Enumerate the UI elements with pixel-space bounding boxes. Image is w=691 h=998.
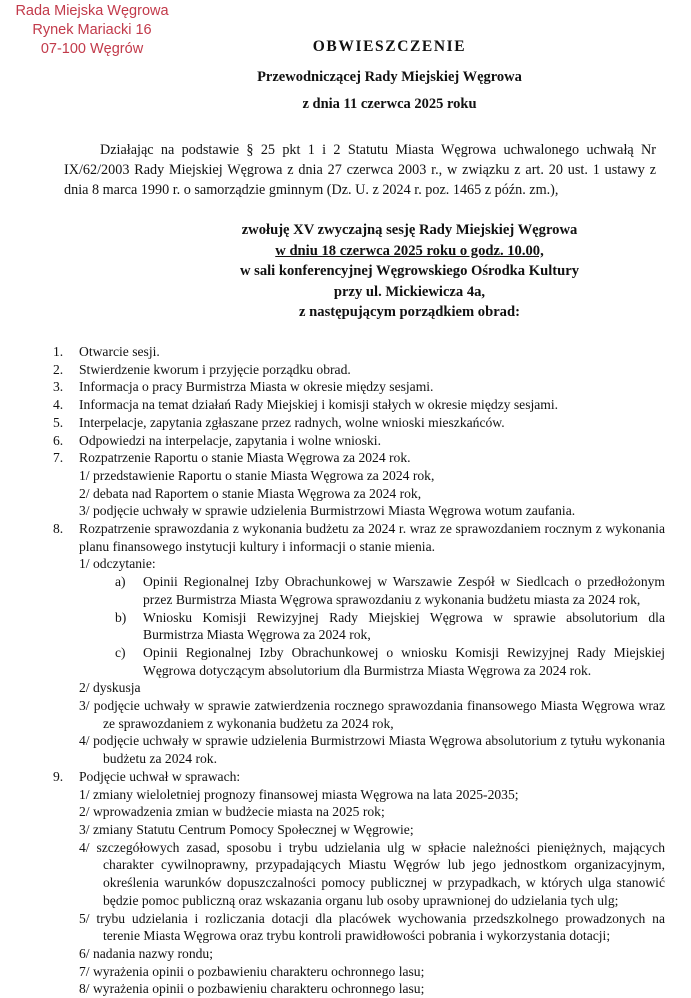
agenda-item-number: 6. [53, 432, 64, 448]
session-summons [0, 220, 691, 323]
agenda-list [25, 343, 665, 998]
letter-item-text: Wniosku Komisji Rewizyjnej Rady Miejskiej Węgrowa w sprawie absolutorium dla Burmistrza Miasta Węgrowa za 2024 rok, [143, 609, 665, 643]
agenda-item [25, 449, 665, 520]
document-title: OBWIESZCZENIE [312, 38, 467, 55]
agenda-item [25, 520, 665, 768]
agenda-subitem: 6/ nadania nazwy rondu; [79, 945, 214, 961]
letter-item-text: Opinii Regionalnej Izby Obrachunkowej o wniosku Komisji Rewizyjnej Rady Miejskiej Węgrowa dotyczącym absolutorium dla Burmistrza Miasta Węgrowa za 2024 rok. [143, 644, 665, 678]
letter-item-text: Opinii Regionalnej Izby Obrachunkowej w Warszawie Zespół w Siedlcach o przedłożonym przez Burmistrza Miasta Węgrowa sprawozdaniu z wykonania budżetu miasta za 2024 rok, [143, 574, 665, 607]
legal-basis-text: Działając na podstawie § 25 pkt 1 i 2 Statutu Miasta Węgrowa uchwalonego uchwałą Nr IX/62/2003 Rady Miejskiej Węgrowa z dnia 27 czerwca 2003 r., w związku z art. 20 ust. 1 ustawy z dnia 8 marca 1990 r. o samorządzie gminnym (Dz. U. z 2024 r. poz. 1465 z późn. zm.), [64, 142, 656, 198]
legal-basis-paragraph [64, 140, 656, 200]
stamp-line-postal: 07-100 Węgrów [40, 41, 144, 57]
agenda-item-number: 4. [53, 397, 64, 413]
letter-label: b) [115, 609, 127, 625]
agenda-subitem: 2/ debata nad Raportem o stanie Miasta Węgrowa za 2024 rok, [79, 485, 422, 501]
agenda-item [25, 414, 665, 432]
summons-line-date: w dniu 18 czerwca 2025 roku o godz. 10.00, [275, 242, 544, 259]
agenda-item-text: Rozpatrzenie sprawozdania z wykonania budżetu za 2024 r. wraz ze sprawozdaniem rocznym z wykonania planu finansowego instytucji kultury i informacji o stanie mienia. [79, 521, 665, 554]
agenda-item [25, 396, 665, 414]
agenda-item [25, 432, 665, 450]
agenda-letter-item [79, 609, 665, 644]
agenda-item-number: 9. [53, 768, 64, 784]
agenda-subitem: 2/ dyskusja [79, 680, 141, 696]
agenda-item-number: 7. [53, 450, 64, 466]
agenda-item [25, 378, 665, 396]
agenda-item-number: 5. [53, 414, 64, 430]
agenda-item-text: Rozpatrzenie Raportu o stanie Miasta Węgrowa za 2024 rok. [79, 450, 411, 466]
agenda-item-number: 2. [53, 361, 64, 377]
agenda-letter-item [79, 644, 665, 679]
stamp-line-council: Rada Miejska Węgrowa [15, 3, 169, 19]
agenda-subitem: 8/ wyrażenia opinii o pozbawieniu charakteru ochronnego lasu; [79, 981, 425, 997]
agenda-subitem: 7/ wyrażenia opinii o pozbawieniu charakteru ochronnego lasu; [79, 963, 425, 979]
agenda-item-text: Odpowiedzi na interpelacje, zapytania i wolne wnioski. [79, 432, 381, 448]
document-date: z dnia 11 czerwca 2025 roku [302, 96, 477, 112]
agenda-item-text: Otwarcie sesji. [79, 344, 160, 359]
agenda-item-text: Informacja na temat działań Rady Miejskiej i komisji stałych w okresie między sesjami. [79, 397, 559, 413]
stamp-line-address: Rynek Mariacki 16 [32, 22, 152, 38]
agenda-subitem: 1/ zmiany wieloletniej prognozy finansowej miasta Węgrowa na lata 2025-2035; [79, 786, 519, 802]
agenda-item-text: Interpelacje, zapytania zgłaszane przez radnych, wolne wnioski mieszkańców. [79, 414, 505, 430]
summons-line-session: zwołuję XV zwyczajną sesję Rady Miejskiej Węgrowa [241, 222, 578, 238]
agenda-subitem: 3/ podjęcie uchwały w sprawie zatwierdzenia rocznego sprawozdania finansowego Miasta Węgrowa wraz ze sprawozdaniem z wykonania budżetu za 2024 rok, [79, 698, 665, 731]
agenda-item-number: 3. [53, 379, 64, 395]
agenda-subitem: 2/ wprowadzenia zmian w budżecie miasta na 2025 rok; [79, 804, 385, 820]
letter-label: c) [115, 644, 126, 660]
agenda-subitem: 5/ trybu udzielania i rozliczania dotacji dla placówek wychowania przedszkolnego prowadzonych na terenie Miasta Węgrowa oraz trybu kontroli prawidłowości pobrania i wykorzystania dotacji; [79, 910, 665, 944]
agenda-item-text: Podjęcie uchwał w sprawach: [79, 768, 241, 784]
agenda-item [25, 768, 665, 998]
agenda-subitem: 4/ podjęcie uchwały w sprawie udzielenia Burmistrzowi Miasta Węgrowa absolutorium z tytułu wykonania budżetu za 2024 rok. [79, 733, 665, 767]
document-subtitle: Przewodniczącej Rady Miejskiej Węgrowa [257, 69, 522, 85]
agenda-item-text: Stwierdzenie kworum i przyjęcie porządku obrad. [79, 361, 351, 377]
agenda-subitem: 1/ przedstawienie Raportu o stanie Miasta Węgrowa za 2024 rok, [79, 467, 435, 483]
agenda-subitem: 3/ podjęcie uchwały w sprawie udzielenia Burmistrzowi Miasta Węgrowa wotum zaufania. [79, 503, 576, 519]
letter-label: a) [115, 574, 126, 590]
summons-line-street: przy ul. Mickiewicza 4a, [333, 283, 486, 300]
agenda-subitem: 4/ szczegółowych zasad, sposobu i trybu udzielania ulg w spłacie należności pieniężnych, mających charakter cywilnoprawny, przypadających Miastu Węgrów lub jego jednostkom organizacyjnym, określenia warunków dopuszczalności pomocy publicznej w przypadkach, w których ulga stanowić będzie pomoc publiczną oraz wskazania organu lub osoby uprawnionej do udzielania tych ulg; [79, 839, 665, 908]
agenda-item-number: 8. [53, 521, 64, 537]
agenda-letter-item [79, 573, 665, 608]
agenda-item [25, 343, 665, 361]
summons-line-venue: w sali konferencyjnej Węgrowskiego Ośrodka Kultury [239, 263, 580, 279]
summons-line-agenda-intro: z następującym porządkiem obrad: [299, 304, 520, 320]
agenda-subitem: 3/ zmiany Statutu Centrum Pomocy Społecznej w Węgrowie; [79, 821, 414, 837]
agenda-subitem: 1/ odczytanie: [79, 556, 156, 572]
agenda-item-number: 1. [53, 344, 64, 359]
agenda-item [25, 361, 665, 379]
document-header [0, 38, 691, 113]
agenda-item-text: Informacja o pracy Burmistrza Miasta w okresie między sesjami. [79, 379, 434, 395]
